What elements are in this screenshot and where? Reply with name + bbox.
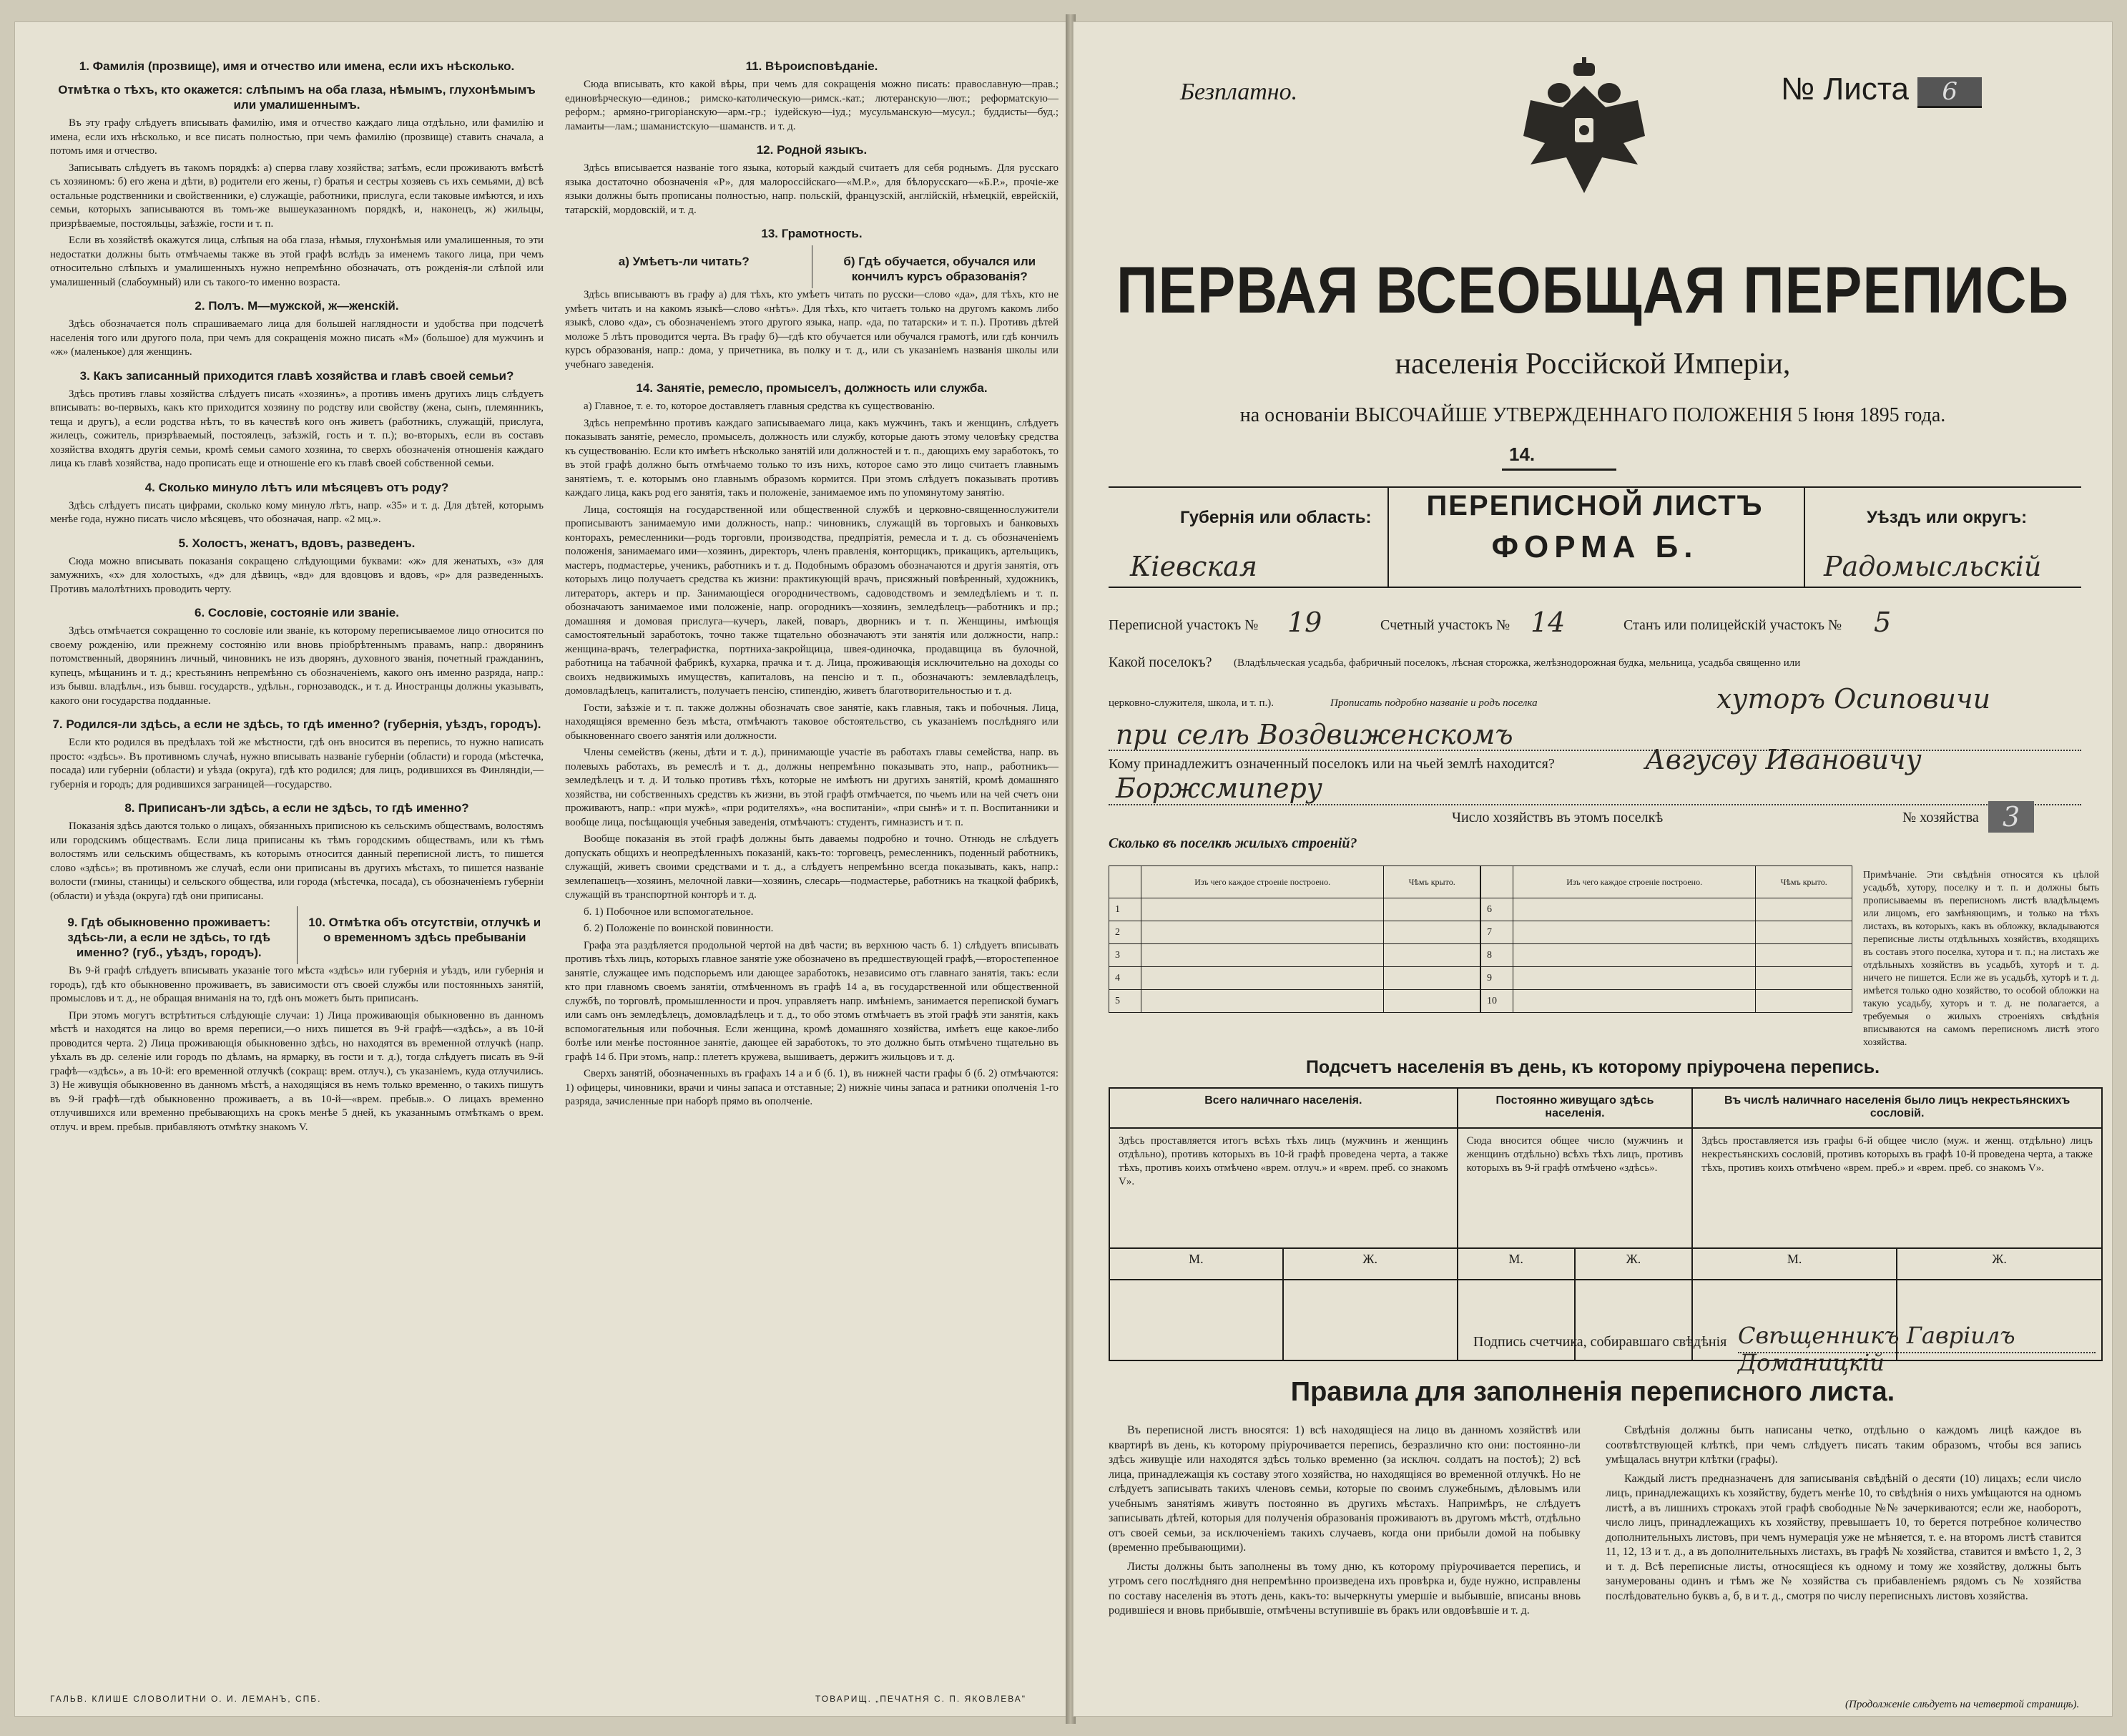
section-paragraph: Въ 9-й графѣ слѣдуетъ вписывать указаніе того мѣста «здѣсь» или губернія и уѣздъ, или губернія и городъ), гдѣ кто обыкновенно проживаетъ, въ зависимости отъ своей службы или постоянныхъ занятій, промысловъ и т. д., не обращая вниманія на то, гдѣ онъ можетъ быть приписанъ. (50, 965, 544, 1004)
header-bottom-rule (1109, 587, 2081, 588)
section-heading-10: 10. Отмѣтка объ отсутствіи, отлучкѣ и о временномъ здѣсь пребываніи (308, 916, 541, 944)
building-row-number: 4 (1109, 967, 1141, 990)
district-label: Переписной участокъ № (1109, 617, 1259, 633)
section-paragraph: Гости, заѣзжіе и т. п. также должны обозначать свое занятіе, какъ главныя, такъ и побочныя. Лица, находящіяся временно безъ мѣста, отмѣчаютъ таковое обстоятельство, съ указаніемъ послѣдняго или обыкновеннаго своего занятія или должности. (565, 702, 1058, 742)
section-paragraph: б. 1) Побочное или вспомогательное. (584, 906, 754, 918)
roof-cell[interactable] (1384, 967, 1480, 990)
section-heading: 2. Полъ. М—мужской, ж—женскій. (195, 299, 399, 313)
male-header: М. (1692, 1248, 1897, 1280)
count-label: Счетный участокъ № (1380, 617, 1510, 633)
list-title: ПЕРЕПИСНОЙ ЛИСТЪ (1426, 490, 1764, 521)
rules-title: Правила для заполненія переписного листа. (1290, 1377, 1895, 1407)
instructions-page (14, 21, 1067, 1717)
total-present-text: Здѣсь проставляется итогъ всѣхъ тѣхъ лицъ (мужчинъ и женщинъ отдѣльно), противъ которыхъ въ 10-й графѣ проведена черта, а также тѣхъ, противъ коихъ отмѣчено «врем. отлуч.» и «врем. преб. со знакомъ V». (1109, 1128, 1458, 1248)
building-row-number: 5 (1109, 990, 1141, 1013)
rule-paragraph: Листы должны быть заполнены въ тому дню, къ которому пріурочивается перепись, и утромъ сего послѣдняго дня непремѣнно произведена ихъ провѣрка и, буде нужно, исправлены по составу населенія въ этотъ день, какъ-то: вычеркнуты умершіе и выбывшіе, вписаны вновь родившіеся и вновь прибывшіе, отмѣчены вступившіе въ бракъ или овдовѣвшіе и т. д. (1109, 1560, 1581, 1617)
divider-short (1502, 469, 1616, 471)
total-present-header: Всего наличнаго населенія. (1109, 1088, 1458, 1128)
stan-label: Станъ или полицейскій участокъ № (1624, 617, 1842, 633)
count-value[interactable]: 14 (1531, 607, 1566, 638)
roof-cell[interactable] (1384, 898, 1480, 921)
continuation-note: (Продолженіе слѣдуетъ на четвертой страницѣ). (1845, 1699, 2080, 1710)
count-cell[interactable] (1109, 1280, 1283, 1360)
settlement-value[interactable]: хуторъ Осиповичи (1716, 683, 1991, 715)
building-row-number: 1 (1109, 898, 1141, 921)
gubernia-label: Губернія или область: (1180, 508, 1372, 527)
roof-cell[interactable] (1756, 990, 1852, 1013)
buildings-table-left (1109, 865, 1480, 1013)
number-mark: 14. (1509, 443, 1536, 465)
section-heading: 14. Занятіе, ремесло, промыселъ, должность или служба. (636, 381, 988, 395)
settlement-underline (1109, 750, 2081, 751)
settlement-hint-3: Прописать подробно названіе и родъ поселка (1330, 697, 1538, 709)
column-b-tail (565, 288, 1058, 1109)
building-row (1109, 898, 1480, 921)
section-heading: 6. Сословіе, состояніе или званіе. (195, 606, 399, 619)
roof-cell[interactable] (1384, 944, 1480, 967)
section-paragraph: Лица, состоящія на государственной или общественной службѣ и церковно-священнослужители прописываютъ занимаемую ими должность, напр.: чиновникъ, служащій въ торговыхъ и банковыхъ конторахъ, ремесленники—родъ торговли, производства, предпріятія, ремесла и т. д. съ обозначеніемъ положенія, занимаемаго ими—хозяинъ, директоръ, членъ правленія, конторщикъ, прикащикъ, артельщикъ, мастеръ, подмастерье, ученикъ, работникъ и т. д. Подобнымъ образомъ обозначаются и другія занятія, отъ которыхъ лицо получаетъ средства къ жизни: практикующій врачъ, присяжный повѣренный, художникъ, литераторъ, актеръ и пр. Занимающіеся огородничествомъ, садоводствомъ и земледѣліемъ и т. п. обозначаютъ занимаемое ими положеніе, напр. огородникъ—хозяинъ, земледѣлецъ—работникъ и пр.; домашняя и домовая прислуга—кучеръ, лакей, поваръ, дворникъ и т. п. Женщины, имѣющія самостоятельный заработокъ, точно также тщательно обозначаютъ эти занятія или должности, напр.: женщина-врачъ, телеграфистка, портниха-закройщица, швея-одиночка, продавщица въ булочной, работница на табачной фабрикѣ, кухарка, прачка и т. д. Лица, проживающія исключительно на доходы со своихъ недвижимыхъ имуществъ, капиталовъ, на пенсію и т. п., обозначаютъ: землевладѣлецъ, домовладѣлецъ, капиталистъ, получаетъ пенсію, стипендію, живетъ благотворительностью и т. д. (565, 504, 1058, 697)
building-row (1481, 944, 1852, 967)
section-paragraph: Здѣсь обозначается полъ спрашиваемаго лица для большей наглядности и удобства при подсчетѣ населенія того или другого пола, при чемъ для сокращенія можно писать «М» (большое) для мужчинъ и «ж» (маленькое) для женщинъ. (50, 318, 544, 358)
list-title-block (1409, 490, 1781, 565)
section-paragraph: б. 2) Положеніе по воинской повинности. (584, 923, 774, 934)
female-header: Ж. (1283, 1248, 1458, 1280)
building-row-number: 3 (1109, 944, 1141, 967)
printer-imprint-left: ГАЛЬВ. КЛИШЕ СЛОВОЛИТНИ О. И. ЛЕМАНЪ, СПБ. (50, 1694, 322, 1704)
building-row (1481, 967, 1852, 990)
male-header: М. (1458, 1248, 1575, 1280)
section-paragraph: Сюда вписывать, кто какой вѣры, при чемъ для сокращенія можно писать: православную—прав.; единовѣрческую—единов.; римско-католическую—римск.-кат.; лютеранскую—лют.; реформатскую—реформ.; армяно-григоріанскую—арм.-гр.; іудейскую—іуд.; мусульманскую—мусул.; буддисты—буд.; ламаиты—лам.; шаманистскую—шаманств. и т. д. (565, 79, 1058, 132)
literacy-b-heading: б) Гдѣ обучается, обучался или кончилъ курсъ образованія? (843, 255, 1036, 283)
buildings-rows-left (1109, 898, 1480, 1013)
section-heading: 13. Грамотность. (761, 227, 863, 240)
non-peasant-header: Въ числѣ наличнаго населенія было лицъ некрестьянскихъ сословій. (1692, 1088, 2102, 1128)
owner-underline (1109, 804, 2081, 805)
male-header: М. (1109, 1248, 1283, 1280)
building-row (1109, 967, 1480, 990)
census-subtitle: населенія Россійской Имперіи, (1395, 348, 1791, 381)
non-peasant-text: Здѣсь проставляется изъ графы 6-й общее число (муж. и женщ. отдѣльно) лицъ некрестьянскихъ сословій, противъ которыхъ въ графѣ 10-й проведена черта, а также тѣхъ, противъ коихъ отмѣчено «врем. преб.» и «врем. преб. со знакомъ V». (1692, 1128, 2102, 1248)
rules-column-right (1606, 1423, 2081, 1608)
section-paragraph: Если кто родился въ предѣлахъ той же мѣстности, гдѣ онъ вносится въ перепись, то нужно написать просто: «здѣсь». Въ противномъ случаѣ, нужно вписывать названіе губерніи (области) и города (мѣстечка, посада) или губерніи (области) и уѣзда (округа), гдѣ кто родился; для лицъ, родившихся въ Финляндіи,—губернія и городъ; для родившихся заграницей—государство. (50, 737, 544, 790)
buildings-note: Примѣчаніе. Эти свѣдѣнія относятся къ цѣлой усадьбѣ, хутору, поселку и т. п. и должны быть прописываемы въ переписномъ листѣ владѣльцемъ или лицомъ, его замѣняющимъ, и только на тѣхъ листахъ, въ которыхъ, какъ въ обложку, вкладываются переписные листы отдѣльныхъ хозяйствъ, входящихъ въ составъ этого поселка, хутора и т. п.; на листахъ же отдѣльныхъ хозяйствъ въ усадьбѣ, хуторѣ и т. д. ничего не пишется. Если же въ усадьбѣ, хуторѣ и т. д. имѣется только одно хозяйство, то особой обложки на такую усадьбу, хуторъ и т. д. не полагается, а требуемыя о жилыхъ строеніяхъ свѣдѣнія вписываются на самомъ переписномъ листѣ этого хозяйства. (1863, 870, 2099, 1048)
section-heading: 8. Приписанъ-ли здѣсь, а если не здѣсь, то гдѣ именно? (124, 801, 469, 815)
section-heading: Отмѣтка о тѣхъ, кто окажется: слѣпымъ на оба глаза, нѣмымъ, глухонѣмымъ или умалишеннымъ. (58, 83, 536, 112)
settlement-value-2[interactable]: при селѣ Воздвиженскомъ (1116, 719, 1513, 750)
building-row (1109, 990, 1480, 1013)
material-cell[interactable] (1141, 990, 1384, 1013)
sheet-number-value[interactable]: 6 (1917, 77, 1982, 108)
section-paragraph: При этомъ могутъ встрѣтиться слѣдующіе случаи: 1) Лица проживающія обыкновенно въ данномъ мѣстѣ и находятся на лицо во время переписи,—о нихъ пишется въ 9-й графѣ—«здѣсь», а въ 10-й проводится черта. 2) Лица проживающія обыкновенно здѣсь, но находятся въ временной отлучкѣ (напр. уѣхалъ въ др. селеніе или городъ по дѣламъ, на ярмарку, въ гости и т. д.), тогда слѣдуетъ писать въ 9-й графѣ—«здѣсь», а въ 10-й: его временной отлучкѣ (сокращ: врем. отлуч.), съ указаніемъ, куда отлучились. 3) Не живущія обыкновенно въ данномъ мѣстѣ, а находящіяся въ немъ только временно, о такихъ пишутъ въ 9-й графѣ—гдѣ обыкновенно проживаетъ, а въ 10-й—«врем. пребыв.». О лицахъ временно отлучившихся или временно пребывающихъ на срокъ менѣе 5 дней, къ указаннымъ отмѣткамъ о врем. отлуч. и врем. пребыв. прибавляютъ отмѣтку знакомъ V. (50, 1009, 544, 1133)
settlement-hint-2: церковно-служителя, школа, и т. п.). (1109, 697, 1274, 709)
form-label: ФОРМА Б. (1491, 529, 1699, 564)
section-paragraph: Если въ хозяйствѣ окажутся лица, слѣпыя на оба глаза, нѣмыя, глухонѣмыя или умалишенныя, то эти недостатки должны быть отмѣчаемы также въ этой графѣ вслѣдъ за именемъ такого лица, при чемъ относительно слѣпыхъ и умалишенныхъ нужно непремѣнно обозначать, отъ рожденія-ли слѣпой или умалишенный (слабоумный) или съ такого-то именно возраста. (50, 235, 544, 288)
column-a-tail (50, 964, 544, 1134)
material-cell[interactable] (1513, 990, 1756, 1013)
split-divider (297, 906, 298, 964)
building-row (1481, 898, 1852, 921)
building-row (1109, 921, 1480, 944)
owner-value-2[interactable]: Боржсмиперу (1116, 773, 1322, 804)
material-cell[interactable] (1513, 898, 1756, 921)
section-paragraph: Показанія здѣсь даются только о лицахъ, обязанныхъ приписною къ сельскимъ обществамъ, волостямъ или городскимъ обществамъ. Если лица приписаны къ тѣмъ городскимъ обществамъ, или къ тѣмъ волостямъ или сельскимъ обществамъ, къ которымъ относится данный переписной листъ, то пишется слово «здѣсь»; въ противномъ же случаѣ, если они приписаны въ другихъ мѣстахъ, то пишется названіе волости (гмины, станицы) и сельского общества, или города (мѣстечка, посада), съ обозначеніемъ губерніи (области) и уѣзда (округа) гдѣ они приписаны. (50, 820, 544, 902)
stan-value[interactable]: 5 (1874, 607, 1892, 638)
material-cell[interactable] (1141, 921, 1384, 944)
roof-cell[interactable] (1756, 921, 1852, 944)
section-paragraph: Вообще показанія въ этой графѣ должны быть даваемы подробно и точно. Отнюдь не слѣдуетъ допускать общихъ и неопредѣленныхъ показаній, какъ-то: торговецъ, ремесленникъ, поденный работникъ, служащій, живетъ своими средствами и т. д., а слѣдуетъ непремѣнно всегда показывать, какъ, напр.: землепашецъ—хозяинъ, мелочной лавки—хозяинъ, слесарь—подмастерье, работникъ на ткацкой фабрикѣ, служащій въ транспортной конторѣ и т. д. (565, 833, 1058, 901)
owner-label: Кому принадлежитъ означенный поселокъ или на чьей землѣ находится? (1109, 756, 1555, 772)
section-paragraph: Въ эту графу слѣдуетъ вписывать фамилію, имя и отчество каждаго лица отдѣльно, или фамилію и имена, если ихъ нѣсколько, и все писать полностью, при чемъ фамилію (прозвище) ставить сначала, а потомъ имя и отчество. (50, 117, 544, 157)
section-heading: 3. Какъ записанный приходится главѣ хозяйства и главѣ своей семьи? (79, 368, 514, 383)
buildings-rows-right (1481, 898, 1852, 1013)
section-paragraph: Здѣсь отмѣчается сокращенно то сословіе или званіе, къ которому переписываемое лицо относится по своему рожденію, или прежнему состоянію или вновь пріобрѣтеннымъ правамъ, напр.: дворянинъ потомственный, дворянинъ личный, чиновникъ не изъ дворянъ, духовного званія, почетный гражданинъ, купецъ, мѣщанинъ и т. д.; крестьянинъ непремѣнно съ обозначеніемъ, какого онъ именно разряда, напр.: изъ бывш. владѣльч., изъ бывш. государств., удѣльн., горнозаводск., и т. д. Иностранцы должны указывать, какого они государства подданные. (50, 625, 544, 707)
uezd-value[interactable]: Радомысльскій (1824, 551, 2042, 582)
population-count-title: Подсчетъ населенія въ день, къ которому пріурочена перепись. (1305, 1057, 1880, 1077)
uezd-label: Уѣздъ или округъ: (1867, 508, 2028, 527)
column-a-sections (50, 59, 544, 903)
material-cell[interactable] (1141, 898, 1384, 921)
building-row (1481, 990, 1852, 1013)
section-paragraph: Здѣсь непремѣнно противъ каждаго записываемаго лица, какъ мужчинъ, такъ и женщинъ, слѣдуетъ показывать занятіе, ремесло, промыселъ, должность или службу, которые даютъ этому человѣку средства къ существованію. Если кто имѣетъ нѣсколько занятій или должностей и т. п., дающихъ ему заработокъ, то въ этой графѣ должно быть отмѣчаемо только то изъ нихъ, которое само это лицо считаетъ главнымъ занятіемъ, т. е. которымъ оно главнымъ образомъ кормится. При этомъ слѣдуетъ показывать противъ каждаго лица, какъ род его занятія, такъ и положеніе, занимаемое имъ по упомянутому занятію. (565, 417, 1058, 499)
buildings-label: Сколько въ поселкѣ жилыхъ строеній? (1109, 835, 1357, 851)
column-b-sections (565, 59, 1058, 241)
female-header: Ж. (1897, 1248, 2102, 1280)
literacy-split (565, 245, 1058, 288)
settlement-hint: (Владѣльческая усадьба, фабричный поселокъ, лѣсная сторожка, желѣзнодорожная будка, мельница, усадьба священно или (1234, 657, 1801, 669)
signature-label: Подпись счетчика, собиравшаго свѣдѣнія (1473, 1334, 1727, 1350)
material-cell[interactable] (1513, 944, 1756, 967)
literacy-a-heading: а) Умѣетъ-ли читать? (618, 255, 750, 268)
district-value[interactable]: 19 (1287, 607, 1322, 638)
buildings-table-right (1480, 865, 1852, 1013)
section-paragraph: Записывать слѣдуетъ въ такомъ порядкѣ: а) сперва главу хозяйства; затѣмъ, если проживаютъ вмѣстѣ съ хозяиномъ: б) его жена и дѣти, в) родители его жены, г) братья и сестры хозяевъ съ ихъ семьями, д) всѣ остальные родственники и свойственники, е) служащіе, работники, прислуга, если таковые имѣются, и ихъ семьи, которыхъ записываются въ томъ-же вышеуказанномъ порядкѣ, и, наконецъ, ж) жильцы, призрѣваемые, постояльцы, заѣзжіе, гости и т. п. (50, 162, 544, 230)
double-headed-eagle-icon (1516, 57, 1652, 200)
section-heading: 4. Сколько минуло лѣтъ или мѣсяцевъ отъ роду? (144, 480, 449, 494)
roof-header: Чѣмъ крыто. (1756, 866, 1852, 898)
gubernia-value[interactable]: Кіевская (1130, 551, 1257, 582)
material-cell[interactable] (1513, 921, 1756, 944)
instructions-column-right (565, 50, 1058, 1112)
building-row (1109, 944, 1480, 967)
material-cell[interactable] (1141, 944, 1384, 967)
section-paragraph: Здѣсь слѣдуетъ писать цифрами, сколько кому минуло лѣтъ, напр. «35» и т. д. Для дѣтей, которымъ менѣе года, нужно писать число мѣсяцевъ, что обозначая, напр. «2 мц.». (50, 499, 544, 525)
building-row-number: 7 (1481, 921, 1513, 944)
building-row-number: 2 (1109, 921, 1141, 944)
section-heading: 5. Холостъ, женатъ, вдовъ, разведенъ. (178, 536, 416, 550)
building-row-number: 8 (1481, 944, 1513, 967)
female-header: Ж. (1575, 1248, 1693, 1280)
section-paragraph: Члены семействъ (жены, дѣти и т. д.), принимающіе участіе въ работахъ главы семейства, напр. въ полевыхъ работахъ, въ ремеслѣ и т. д., должны непремѣнно показывать это, напр., работникъ—земледѣлецъ и т. д. И только противъ тѣхъ, которые не имѣютъ ни другихъ занятій, кромѣ домашняго хозяйства, ни собственныхъ средствъ къ жизни, въ этой графѣ отмѣчается, по чьемъ или на чей счетъ они проживаютъ, напр.: «при мужѣ», «при родителяхъ», «на воспитаніи», «при сынѣ» и т. п. Воспитанники и вообще лица, посѣщающія учебныя заведенія, отмѣчаютъ: студентъ, гимназистъ и т. п. (565, 747, 1058, 828)
roof-cell[interactable] (1756, 967, 1852, 990)
signature-underline (1738, 1352, 2096, 1353)
household-number-label: № хозяйства (1902, 810, 1979, 825)
section-paragraph: а) Главное, т. е. то, которое доставляетъ главныя средства къ существованію. (584, 401, 935, 412)
signature-value[interactable]: Свѣщенникъ Гавріилъ Доманицкій (1738, 1322, 2015, 1376)
rule-paragraph: Каждый листъ предназначенъ для записыванія свѣдѣній о десяти (10) лицахъ; если число лицъ, принадлежащихъ къ хозяйству, будетъ менѣе 10, то свѣдѣнія о нихъ умѣщаются на одномъ листѣ, а въ лишнихъ строкахъ этой графѣ свободные №№ зачеркиваются; если же, наоборотъ, число лицъ, принадлежащихъ къ хозяйству, превышаетъ 10, то берется потребное количество дополнительныхъ листовъ, при чемъ нумерація уже не мѣняется, т. е. на второмъ листѣ ставится 11, 12, 13 и т. д., a въ дополнительныхъ листахъ, въ графѣ № хозяйства, ставится и вмѣсто 1, 2, 3 и т. д. Всѣ переписные листы, относящіеся къ одному и тому же хозяйству, должны быть занумерованы одинъ и тѣмъ же № хозяйства съ прибавленіемъ рядомъ съ № хозяйства послѣдовательно буквъ а, б, в и т. д., смотря по числу переписныхъ листовъ хозяйства. (1606, 1472, 2081, 1602)
section-paragraph: Здѣсь вписываютъ въ графу а) для тѣхъ, кто умѣетъ читать по русски—слово «да», для тѣхъ, кто не умѣетъ читать и на какомъ языкѣ—слово «нѣтъ». Для тѣхъ, кто читаетъ только на другомъ какомъ либо языкѣ, слово «да», съ обозначеніемъ этого другого языка, напр. «да, по татарски» и т. п.). Противъ дѣтей моложе 5 лѣтъ проводится черта. Въ графу б)—гдѣ кто обучается или обучался грамотѣ, или гдѣ кончилъ курсъ образованія, напр.: дома, у причетника, въ полку и т. д., или съ указаніемъ названія школы или учебнаго заведенія. (565, 289, 1058, 371)
sheet-number-label: № Листа (1781, 72, 1910, 107)
households-label: Число хозяйствъ въ этомъ поселкѣ (1452, 810, 1664, 825)
census-title: ПЕРВАЯ ВСЕОБЩАЯ ПЕРЕПИСЬ (1116, 253, 2069, 327)
roof-cell[interactable] (1384, 990, 1480, 1013)
section-paragraph: Сюда можно вписывать показанія сокращено слѣдующими буквами: «ж» для женатыхъ, «з» для замужнихъ, «х» для холостыхъ, «д» для дѣвицъ, «вд» для вдовцовъ и вдовъ, «р» для разведенныхъ. Противъ малолѣтнихъ проводить черту. (50, 555, 544, 595)
rule-paragraph: Въ переписной листъ вносятся: 1) всѣ находящіеся на лицо въ данномъ хозяйствѣ или квартирѣ въ день, къ которому пріурочивается перепись, безразлично кто они: постоянно-ли здѣсь живущіе или находятся здѣсь только временно (за исключ. солдатъ на постоѣ); 2) всѣ лица, принадлежащія къ составу этого хозяйства, но находящіяся во временной отлучкѣ. Но не слѣдуетъ записывать такихъ членовъ семьи, которые по своимъ служебнымъ, дѣловымъ или учебнымъ занятіямъ живутъ постоянно въ другихъ мѣстахъ. Напримѣръ, не слѣдуетъ записывать дѣтей, которыя для полученія образованія проживаютъ въ другомъ мѣстѣ, отдѣльно отъ своей семьи, за исключеніемъ такихъ случаевъ, когда они прибыли домой на побывку (временно пребывающими). (1109, 1424, 1581, 1554)
material-cell[interactable] (1513, 967, 1756, 990)
permanent-residents-header: Постоянно живущаго здѣсь населенія. (1458, 1088, 1693, 1128)
building-row-number: 6 (1481, 898, 1513, 921)
section-heading-9: 9. Гдѣ обыкновенно проживаетъ: здѣсь-ли, а если не здѣсь, то гдѣ именно? (губ., уѣздъ, городъ). (67, 916, 271, 959)
free-label: Безплатно. (1180, 79, 1298, 105)
section-heading: 1. Фамилія (прозвище), имя и отчество или имена, если ихъ нѣсколько. (79, 59, 515, 73)
roof-cell[interactable] (1384, 921, 1480, 944)
section-heading: 11. Вѣроисповѣданіе. (745, 59, 878, 73)
building-row-number: 9 (1481, 967, 1513, 990)
household-number-value[interactable]: 3 (1988, 801, 2034, 833)
roof-cell[interactable] (1756, 944, 1852, 967)
section-heading: 7. Родился-ли здѣсь, а если не здѣсь, то гдѣ именно? (губернія, уѣздъ, городъ). (52, 717, 541, 731)
section-paragraph: Здѣсь противъ главы хозяйства слѣдуетъ писать «хозяинъ», а противъ именъ другихъ лицъ слѣдуетъ вписывать: во-первыхъ, какъ кто приходится хозяину по родству или свойству (жена, сынъ, племянникъ, теща и другъ), а если родства нѣтъ, то въ качествѣ кого онъ живетъ (работникъ, служащій, прислуга, жилецъ, сожитель, призрѣваемый, постоялецъ, заѣзжій, гость и т. п.); во-вторыхъ, если въ составъ хозяйства входятъ другія семьи, кромѣ семьи самого хозяина, то сверхъ обозначенія отношенія каждаго лица къ главѣ хозяйства, надо прописать еще и отношеніе его къ главѣ своей собственной семьи. (50, 388, 544, 469)
section-paragraph: Графа эта раздѣляется продольной чертой на двѣ части; въ верхнюю часть б. 1) слѣдуетъ вписывать противъ тѣхъ лицъ, которыхъ главное занятіе уже обозначено въ предшествующей графѣ,—второстепенное занятіе, служащее имъ подспорьемъ или дающее заработокъ, независимо отъ главнаго занятія, такъ: если кто при главномъ своемъ занятіи, отмѣченномъ въ графѣ 14 а, въ государственной или общественной службѣ, по торговлѣ, промышленности и проч. управляетъ напр. имѣніемъ, занимается перепиской бумагъ или самъ онъ земледѣлецъ, домовладѣлецъ и т. д., то обо этомъ отмѣчаетъ въ этой графѣ эти занятія, какъ вспомогательныя или побочныя. Если женщина, кромѣ домашняго хозяйства, имѣетъ еще какое-либо болѣе или менѣе постоянное занятіе, дающее ей заработокъ, то это должно быть отмѣчено тщательно въ графѣ 14 б. При этомъ, напр.: плететъ кружева, вышиваетъ, держитъ жильцовъ и т. д. (565, 939, 1058, 1063)
rule-paragraph: Свѣдѣнія должны быть написаны четко, отдѣльно о каждомъ лицѣ каждое въ соотвѣтствующей клѣткѣ, при чемъ слѣдуетъ писать таким образомъ, чтобы вся запись умѣщалась внутри клѣтки (графы). (1606, 1424, 2081, 1466)
instructions-column-left (50, 50, 544, 1137)
building-row-number: 10 (1481, 990, 1513, 1013)
section-paragraph: Здѣсь вписывается названіе того языка, который каждый считаетъ для себя роднымъ. Для русскаго языка достаточно обозначенія «Р», для малороссійскаго—«М.Р.», для бѣлорусскаго—«Б.Р.», прочіе-же языки должны быть прописаны полностью, напр. польскій, французскій, англійскій, нѣмецкій, еврейскій, татарскій, мордовскій, и т. д. (565, 162, 1058, 216)
roof-cell[interactable] (1756, 898, 1852, 921)
material-header: Изъ чего каждое строеніе построено. (1141, 866, 1384, 898)
material-cell[interactable] (1141, 967, 1384, 990)
building-row (1481, 921, 1852, 944)
section-paragraph: Сверхъ занятій, обозначенныхъ въ графахъ 14 а и б (б. 1), въ нижней части графы б (б. 2) отмѣчаются: 1) офицеры, чиновники, врачи и чины запаса и отставные; 2) нижніе чины запаса и ратники ополченія 1-го разряда, зачисленные при наборѣ прямо въ ополченіе. (565, 1068, 1058, 1107)
roof-header: Чѣмъ крыто. (1384, 866, 1480, 898)
settlement-label: Какой поселокъ? (1109, 654, 1212, 670)
printer-imprint-right: ТОВАРИЩ. „ПЕЧАТНЯ С. П. ЯКОВЛЕВА" (815, 1694, 1027, 1704)
census-basis: на основаніи ВЫСОЧАЙШЕ УТВЕРЖДЕННАГО ПОЛОЖЕНІЯ 5 Іюня 1895 года. (1239, 404, 1946, 426)
section-heading: 12. Родной языкъ. (756, 143, 868, 157)
population-count-table (1109, 1087, 2103, 1361)
census-form-page (1073, 21, 2113, 1717)
rules-column-left (1109, 1423, 1581, 1623)
sheet-number (1781, 72, 1982, 108)
columns-9-10-split (50, 906, 544, 964)
material-header: Изъ чего каждое строеніе построено. (1513, 866, 1756, 898)
owner-value[interactable]: Авгусѳу Ивановичу (1645, 744, 1922, 775)
count-cell[interactable] (1283, 1280, 1458, 1360)
permanent-residents-text: Сюда вносится общее число (мужчинъ и женщинъ отдѣльно) всѣхъ тѣхъ лицъ, противъ которыхъ въ 9-й графѣ отмѣчено «здѣсь». (1458, 1128, 1693, 1248)
